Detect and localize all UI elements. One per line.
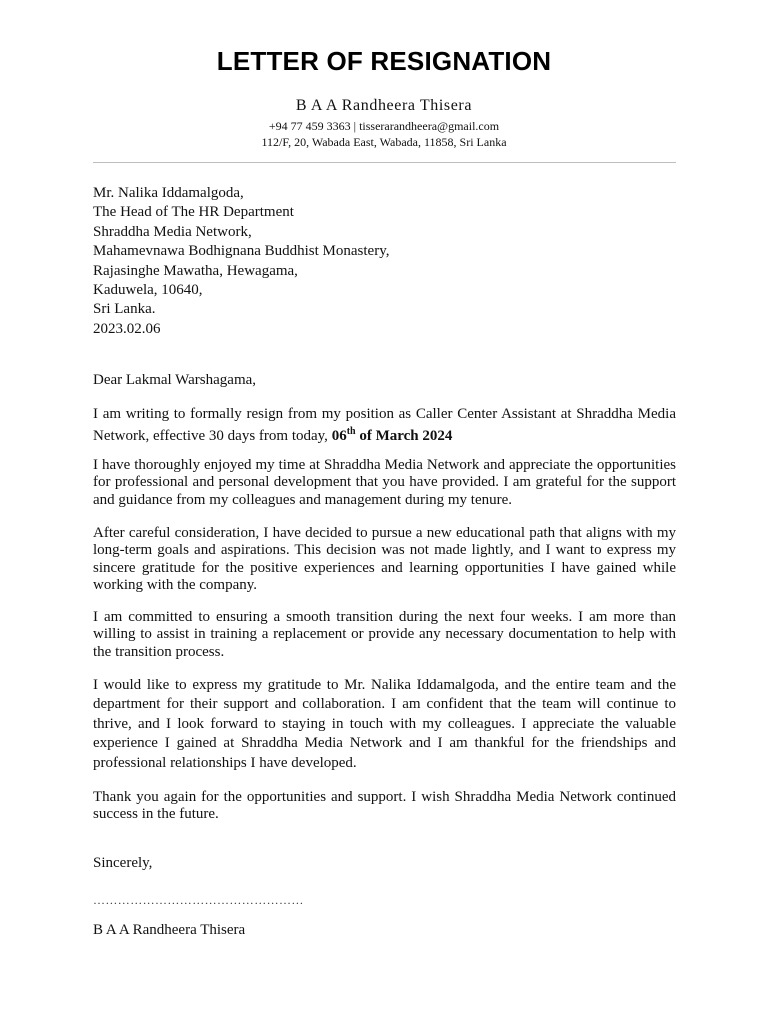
letter-title: LETTER OF RESIGNATION (216, 46, 552, 76)
paragraph-reason: After careful consideration, I have decided to pursue a new educational path that aligns with my long-term goals and aspirations. This decision was not made lightly, and I want to express my sincere gratitude for the positive experiences and learning opportunities I have gained while working with the company. (93, 525, 676, 594)
sign-off: Sincerely, (93, 855, 153, 871)
header-divider (93, 162, 676, 163)
signature-line: …………………………………………… (93, 893, 304, 907)
paragraph-resignation (93, 406, 676, 446)
recipient-line: The Head of The HR Department (93, 204, 294, 221)
recipient-line: Mahamevnawa Bodhignana Buddhist Monastery, (93, 243, 390, 260)
paragraph-appreciation: I have thoroughly enjoyed my time at Shraddha Media Network and appreciate the opportunities for professional and personal development that you have provided. I am grateful for the support and guidance from my colleagues and management during my tenure. (93, 457, 676, 508)
recipient-line: Shraddha Media Network, (93, 223, 252, 240)
letter-date: 2023.02.06 (93, 320, 161, 337)
salutation: Dear Lakmal Warshagama, (93, 372, 257, 388)
signatory-name: B A A Randheera Thisera (93, 922, 246, 938)
paragraph-text: I am writing to formally resign from my position as Caller Center Assistant at Shraddha Media Network, effective 30 days from today, (93, 406, 676, 445)
recipient-line: Mr. Nalika Iddamalgoda, (93, 185, 244, 201)
paragraph-thanks: Thank you again for the opportunities and support. I wish Shraddha Media Network continued success in the future. (93, 789, 676, 823)
sender-contact: +94 77 459 3363 | tisserarandheera@gmail.com (268, 119, 500, 133)
recipient-block (93, 184, 676, 339)
recipient-line: Rajasinghe Mawatha, Hewagama, (93, 262, 298, 279)
paragraph-gratitude: I would like to express my gratitude to Mr. Nalika Iddamalgoda, and the entire team and the department for their support and collaboration. I am confident that the team will continue to thrive, and I look forward to staying in touch with my colleagues. I appreciate the valuable experience I gained at Shraddha Media Network and I am thankful for the friendships and professional relationships I have developed. (93, 677, 676, 771)
sender-address: 112/F, 20, Wabada East, Wabada, 11858, Sri Lanka (261, 135, 507, 149)
sender-name: B A A Randheera Thisera (295, 97, 473, 114)
paragraph-transition: I am committed to ensuring a smooth transition during the next four weeks. I am more than willing to assist in training a replacement or provide any necessary documentation to help with the transition process. (93, 609, 676, 660)
recipient-line: Sri Lanka. (93, 301, 156, 318)
recipient-line: Kaduwela, 10640, (93, 282, 203, 299)
effective-date: 06th of March 2024 (331, 426, 453, 445)
